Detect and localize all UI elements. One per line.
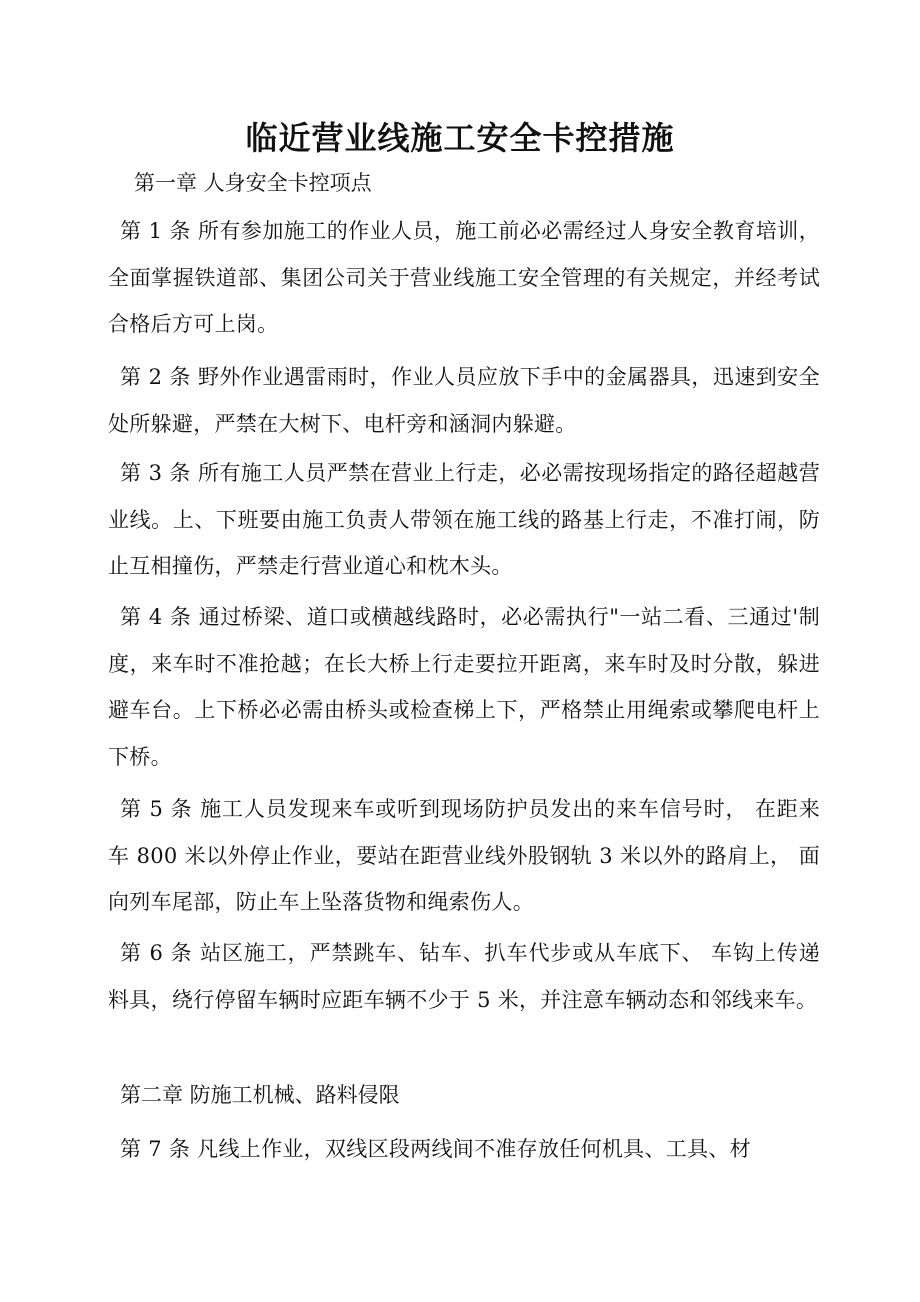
chapter-heading-2: 第二章 防施工机械、路料侵限	[120, 1083, 400, 1107]
article-4: 第 4 条 通过桥梁、道口或横越线路时，必必需执行"一站二看、三通过'制度，来车时不准抢越；在长大桥上行走要拉开距离，来车时及时分散，躲进避车台。上下桥必必需由桥头或检查梯上下，严格禁止用绳索或攀爬电杆上下桥。	[108, 605, 820, 769]
article-2: 第 2 条 野外作业遇雷雨时，作业人员应放下手中的金属器具，迅速到安全处所躲避，严禁在大树下、电杆旁和涵洞内躲避。	[108, 365, 820, 436]
article-5: 第 5 条 施工人员发现来车或听到现场防护员发出的来车信号时， 在距来车 800 米以外停止作业，要站在距营业线外股钢轨 3 米以外的路肩上， 面向列车尾部，防止车上坠落货物和绳索伤人。	[108, 797, 820, 914]
article-1: 第 1 条 所有参加施工的作业人员，施工前必必需经过人身安全教育培训，全面掌握铁道部、集团公司关于营业线施工安全管理的有关规定，并经考试合格后方可上岗。	[108, 219, 820, 336]
article-3: 第 3 条 所有施工人员严禁在营业上行走，必必需按现场指定的路径超越营业线。上、下班要由施工负责人带领在施工线的路基上行走，不准打闹，防止互相撞伤，严禁走行营业道心和枕木头。	[108, 461, 820, 578]
document-title: 临近营业线施工安全卡控措施	[245, 119, 675, 157]
article-6: 第 6 条 站区施工，严禁跳车、钻车、扒车代步或从车底下、 车钩上传递料具，绕行停留车辆时应距车辆不少于 5 米，并注意车辆动态和邻线来车。	[108, 941, 820, 1012]
chapter-heading-1: 第一章 人身安全卡控项点	[134, 171, 372, 195]
article-7: 第 7 条 凡线上作业，双线区段两线间不准存放任何机具、工具、材	[120, 1137, 751, 1161]
